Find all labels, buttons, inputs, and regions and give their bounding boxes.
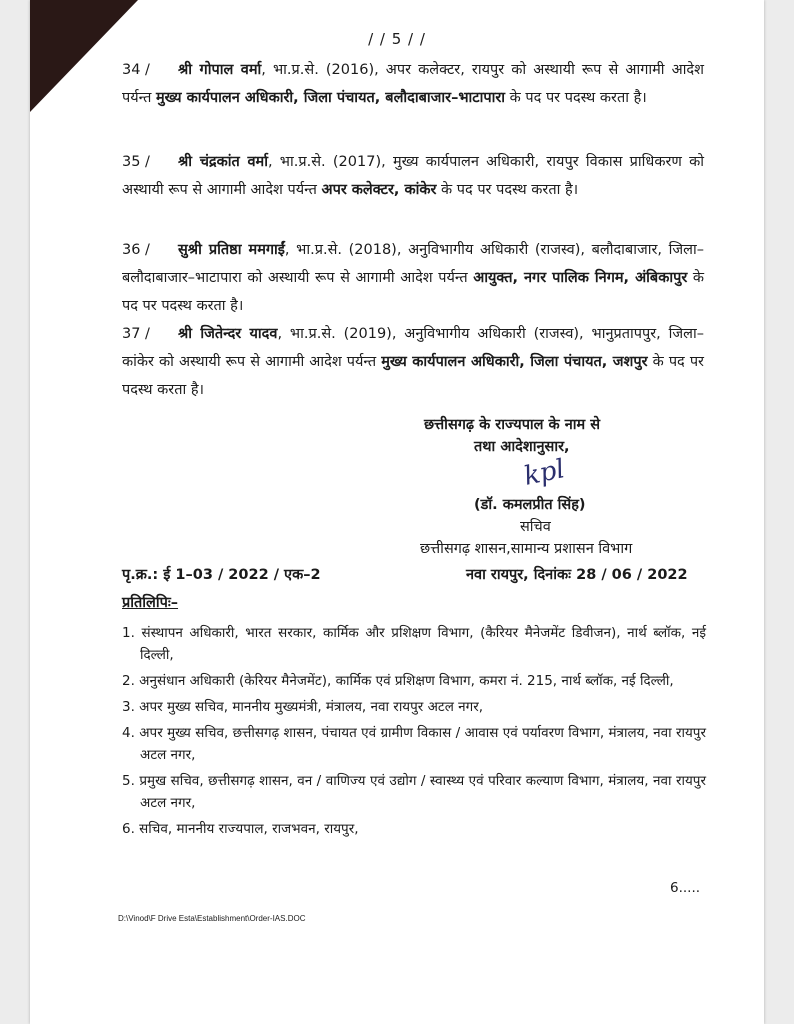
signatory-department: छत्तीसगढ़ शासन,सामान्य प्रशासन विभाग [420,541,633,557]
paragraph-number: 35 / [122,154,150,170]
list-item: 2. अनुसंधान अधिकारी (केरियर मैनेजमेंट), कार्मिक एवं प्रशिक्षण विभाग, कमरा नं. 215, नार्थ ब्लॉक, नई दिल्ली, [122,673,674,689]
paragraph-text: , भा.प्र.से. (2016), अपर कलेक्टर, रायपुर को अस्थायी रूप से आगामी आदेश पर्यन्त [122,62,704,106]
reference-number: पृ.क्र.: ई 1–03 / 2022 / एक–2 [122,567,321,583]
file-path: D:\Vinod\F Drive Esta\Establishment\Order-IAS.DOC [118,914,306,923]
order-paragraph-36 [122,236,704,320]
paragraph-text: , भा.प्र.से. (2017), मुख्य कार्यपालन अधिकारी, रायपुर विकास प्राधिकरण को अस्थायी रूप से आगामी आदेश पर्यन्त [122,154,705,198]
order-paragraph-34 [122,56,704,112]
posting: अपर कलेक्टर, कांकेर [321,182,437,198]
paragraph-number: 36 / [122,242,150,258]
list-item: 4. अपर मुख्य सचिव, छत्तीसगढ़ शासन, पंचायत एवं ग्रामीण विकास / आवास एवं पर्यावरण विभाग, मंत्रालय, नवा रायपुर अटल नगर, [122,725,706,763]
place-date: नवा रायपुर, दिनांकः 28 / 06 / 2022 [466,567,688,583]
officer-name: श्री गोपाल वर्मा [178,62,262,78]
list-item: 5. प्रमुख सचिव, छत्तीसगढ़ शासन, वन / वाणिज्य एवं उद्योग / स्वास्थ्य एवं परिवार कल्याण विभाग, मंत्रालय, नवा रायपुर अटल नगर, [122,773,706,811]
order-paragraph-37 [122,320,704,404]
copy-heading: प्रतिलिपिः– [122,595,179,611]
signatory-designation: सचिव [520,519,551,535]
list-item: 1. संस्थापन अधिकारी, भारत सरकार, कार्मिक और प्रशिक्षण विभाग, (कैरियर मैनेजमेंट डिवीजन), नार्थ ब्लॉक, नई दिल्ली, [122,625,706,663]
signature-line-1: छत्तीसगढ़ के राज्यपाल के नाम से [424,417,601,433]
paragraph-text: के पद पर पदस्थ करता है। [505,90,647,106]
officer-name: सुश्री प्रतिष्ठा ममगाईं [178,242,285,258]
posting: मुख्य कार्यपालन अधिकारी, जिला पंचायत, जशपुर [381,354,648,370]
paragraph-text: के पद पर पदस्थ करता है। [122,270,705,314]
paragraph-number: 34 / [122,62,150,78]
paragraph-text: के पद पर पदस्थ करता है। [122,354,704,398]
signatory-name: (डॉ. कमलप्रीत सिंह) [474,497,586,513]
officer-name: श्री चंद्रकांत वर्मा [178,154,268,170]
paragraph-number: 37 / [122,326,150,342]
list-item: 3. अपर मुख्य सचिव, माननीय मुख्यमंत्री, मंत्रालय, नवा रायपुर अटल नगर, [122,699,484,715]
posting: मुख्य कार्यपालन अधिकारी, जिला पंचायत, बलौदाबाजार–भाटापारा [156,90,506,106]
handwritten-signature: kpl [521,454,568,492]
order-paragraph-35 [122,148,704,204]
paragraph-text: , भा.प्र.से. (2019), अनुविभागीय अधिकारी (राजस्व), भानुप्रतापपुर, जिला–कांकेर को अस्थायी रूप से आगामी आदेश पर्यन्त [122,326,705,370]
continued-marker: 6..... [670,880,701,896]
list-item: 6. सचिव, माननीय राज्यपाल, राजभवन, रायपुर, [122,821,359,837]
paragraph-text: , भा.प्र.से. (2018), अनुविभागीय अधिकारी (राजस्व), बलौदाबाजार, जिला–बलौदाबाजार–भाटापारा को अस्थायी रूप से आगामी आदेश पर्यन्त [122,242,704,286]
posting: आयुक्त, नगर पालिक निगम, अंबिकापुर [473,270,688,286]
signature-line-2: तथा आदेशानुसार, [474,439,570,455]
paragraph-text: के पद पर पदस्थ करता है। [436,182,579,198]
copy-list [122,622,706,844]
page-number: / / 5 / / [368,30,426,48]
officer-name: श्री जितेन्दर यादव [178,326,278,342]
